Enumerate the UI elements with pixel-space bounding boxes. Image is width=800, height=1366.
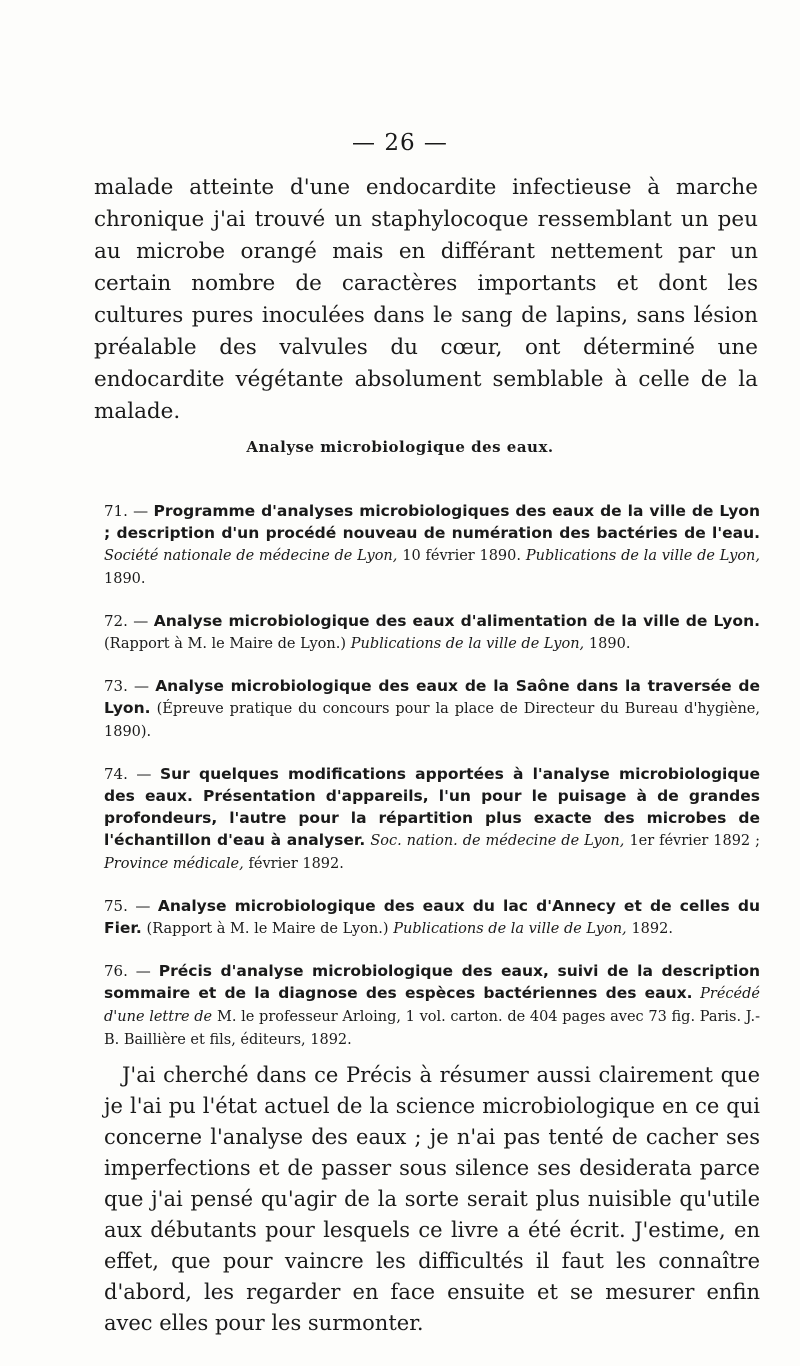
closing-paragraph xyxy=(104,1060,760,1339)
entry-source: Publications de la ville de Lyon, xyxy=(393,921,627,937)
entry-number: 71. — xyxy=(104,502,149,520)
bibliography-entry xyxy=(104,610,760,655)
bibliography-entry xyxy=(104,763,760,875)
entry-source: Société nationale de médecine de Lyon, xyxy=(104,548,398,564)
entry-source-2: Province médicale, xyxy=(104,856,244,872)
entry-title: Sur quelques modifications apportées à l'analyse microbiologique des eaux. Présentation d'appareils, l'un pour le puisage à de grandes profondeurs, l'autre pour la répartition plus exacte des microbes de l'échantillon d'eau à analyser. xyxy=(104,765,760,849)
closing-text: J'ai cherché dans ce Précis à résumer aussi clairement que je l'ai pu l'état actuel de la science microbiologique en ce qui concerne l'analyse des eaux ; je n'ai pas tenté de cacher ses imperfections et de passer sous silence ses desiderata parce que j'ai pensé qu'agir de la sorte serait plus nuisible qu'utile aux débutants pour lesquels ce livre a été écrit. J'estime, en effet, que pour vaincre les difficultés il faut les connaître d'abord, les regarder en face ensuite et se mesurer enfin avec elles pour les surmonter. xyxy=(104,1063,760,1335)
entry-tail: 1892. xyxy=(631,921,673,937)
entry-tail: M. le professeur Arloing, 1 vol. carton. de 404 pages avec 73 fig. Paris. J.-B. Baillière et fils, éditeurs, 1892. xyxy=(104,1009,760,1048)
entry-tail: 1890. xyxy=(588,636,631,652)
entry-number: 74. — xyxy=(104,765,152,783)
entry-number: 75. — xyxy=(104,897,151,915)
entry-number: 72. — xyxy=(104,612,149,630)
entry-title: Analyse microbiologique des eaux du lac d'Annecy et de celles du Fier. xyxy=(104,897,761,937)
bibliography-entry xyxy=(104,675,760,743)
entry-number: 73. — xyxy=(104,677,150,695)
intro-paragraph xyxy=(94,172,758,428)
entry-source-2: Publications de la ville de Lyon, xyxy=(525,548,760,564)
entry-tail: 10 février 1890. xyxy=(402,548,521,564)
entry-note: (Épreuve pratique du concours pour la place de Directeur du Bureau d'hygiène, 1890). xyxy=(104,701,760,740)
bibliography-entry xyxy=(104,895,760,940)
section-heading: Analyse microbiologique des eaux. xyxy=(246,438,554,456)
entry-title: Analyse microbiologique des eaux de la Saône dans la traversée de Lyon. xyxy=(104,677,760,717)
entry-note: (Rapport à M. le Maire de Lyon.) xyxy=(104,636,346,652)
bibliography-list xyxy=(104,500,760,1071)
entry-title: Programme d'analyses microbiologiques des eaux de la ville de Lyon ; description d'un procédé nouveau de numération des bactéries de l'eau. xyxy=(104,502,760,542)
entry-source: Précédé d'une lettre de xyxy=(104,986,760,1025)
page-number: — 26 — xyxy=(352,130,448,156)
entry-note: (Rapport à M. le Maire de Lyon.) xyxy=(146,921,389,937)
entry-number: 76. — xyxy=(104,962,151,980)
bibliography-entry xyxy=(104,500,760,590)
entry-title: Précis d'analyse microbiologique des eaux, suivi de la description sommaire et de la diagnose des espèces bactériennes des eaux. xyxy=(104,962,760,1002)
entry-tail-2: février 1892. xyxy=(248,856,344,872)
entry-tail-2: 1890. xyxy=(104,571,146,587)
entry-source: Publications de la ville de Lyon, xyxy=(350,636,585,652)
entry-tail: 1er février 1892 ; xyxy=(629,833,760,849)
bibliography-entry xyxy=(104,960,760,1051)
intro-text: malade atteinte d'une endocardite infectieuse à marche chronique j'ai trouvé un staphylocoque ressemblant un peu au microbe orangé mais en différant nettement par un certain nombre de caractères importants et dont les cultures pures inoculées dans le sang de lapins, sans lésion préalable des valvules du cœur, ont déterminé une endocardite végétante absolument semblable à celle de la malade. xyxy=(94,175,758,424)
entry-title: Analyse microbiologique des eaux d'alimentation de la ville de Lyon. xyxy=(153,612,760,630)
entry-source: Soc. nation. de médecine de Lyon, xyxy=(370,833,625,849)
